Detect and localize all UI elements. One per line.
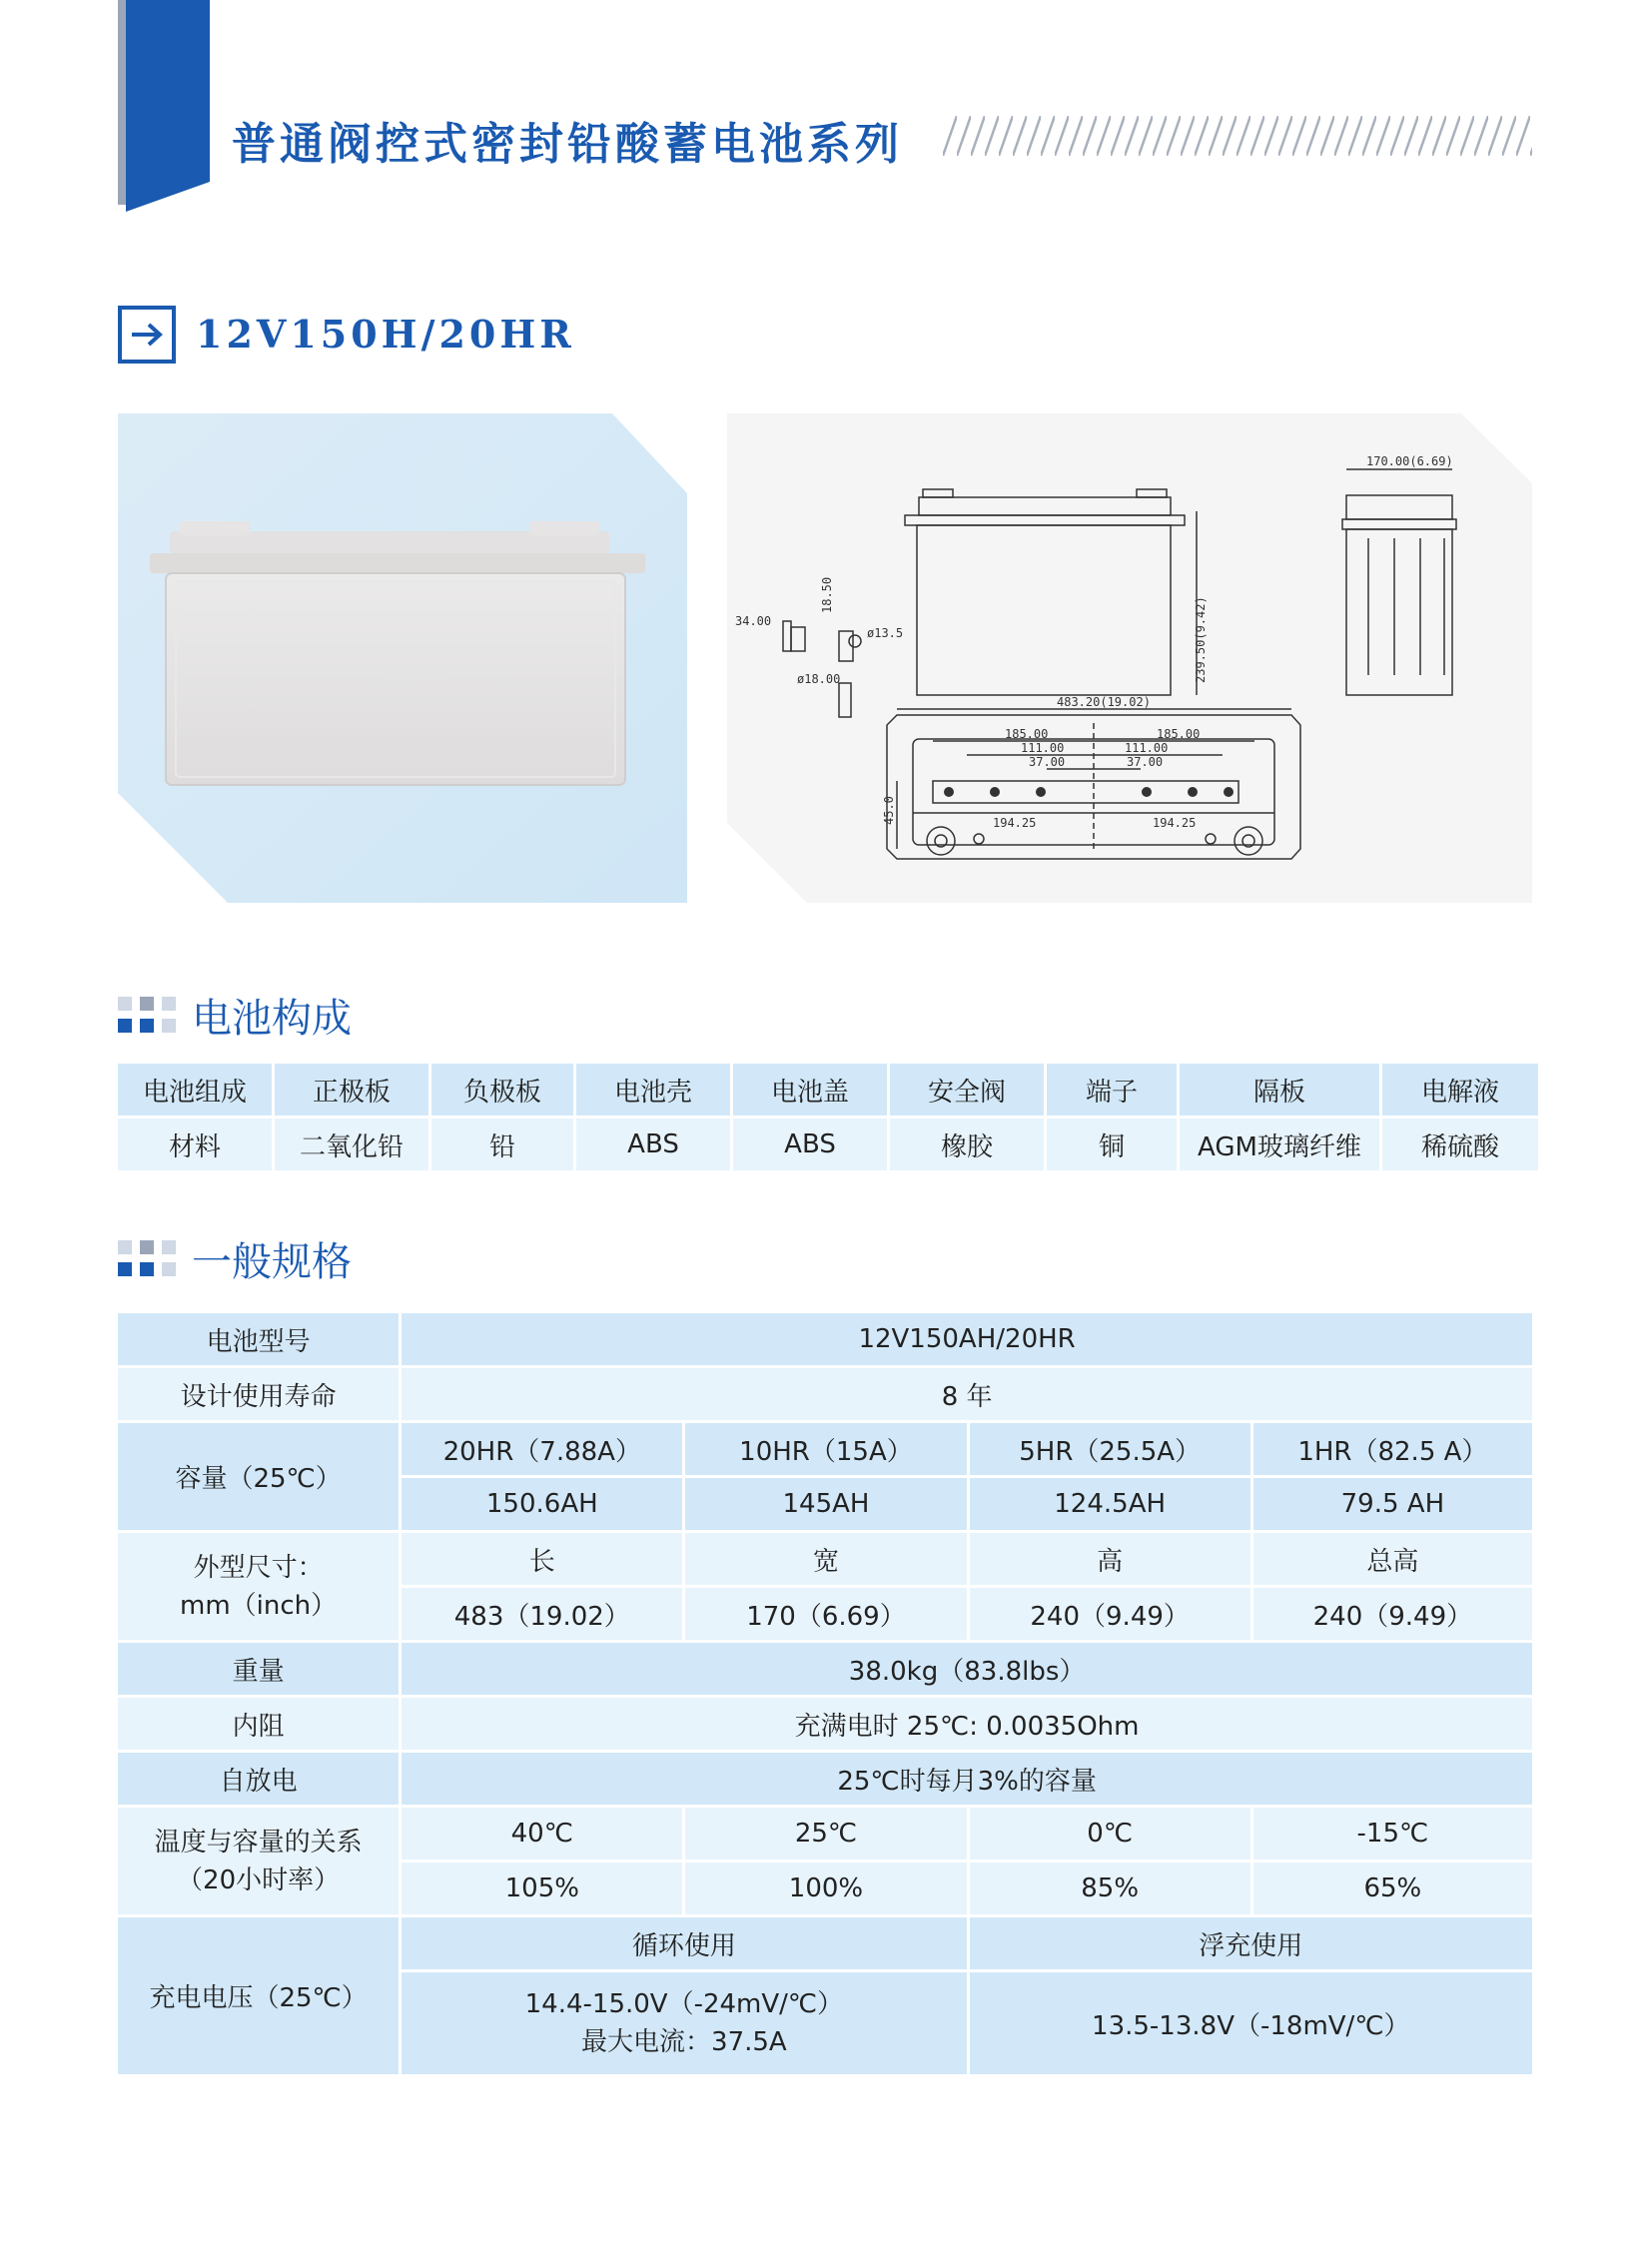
spec-cell: 宽 <box>685 1533 966 1585</box>
composition-value-cell: 铜 <box>1047 1119 1177 1170</box>
spec-value: 38.0kg（83.8lbs） <box>402 1643 1532 1695</box>
dim-half-right: 194.25 <box>1153 816 1197 830</box>
composition-header-cell: 负极板 <box>431 1064 573 1116</box>
spec-cell: 483（19.02） <box>402 1588 682 1640</box>
spec-cell: 长 <box>402 1533 682 1585</box>
spec-cell: 10HR（15A） <box>685 1423 966 1475</box>
charge-cycle-current: 最大电流：37.5A <box>581 2027 787 2057</box>
spec-label: 重量 <box>118 1643 399 1695</box>
spec-cell: 循环使用 <box>402 1917 966 1969</box>
spec-row-model <box>118 1313 1532 1365</box>
composition-table <box>115 1061 1541 1173</box>
composition-header-cell: 安全阀 <box>890 1064 1044 1116</box>
spec-value: 充满电时 25℃: 0.0035Ohm <box>402 1698 1532 1750</box>
spec-label: 自放电 <box>118 1753 399 1805</box>
battery-photo <box>118 413 687 903</box>
spec-row-dimensions <box>118 1533 1532 1585</box>
spec-cell: 高 <box>970 1533 1250 1585</box>
spec-cell: 25℃ <box>685 1808 966 1860</box>
spec-cell: 240（9.49） <box>970 1588 1250 1640</box>
squares-icon <box>118 997 176 1035</box>
spec-cell: 124.5AH <box>970 1478 1250 1530</box>
composition-value-cell: 稀硫酸 <box>1382 1119 1538 1170</box>
page-title: 普通阀控式密封铅酸蓄电池系列 <box>232 119 903 170</box>
spec-cell: 总高 <box>1253 1533 1532 1585</box>
spec-cell: 170（6.69） <box>685 1588 966 1640</box>
spec-value: 8 年 <box>402 1368 1532 1420</box>
spec-label-line: mm（inch） <box>180 1590 338 1621</box>
model-title: 12V150H/20HR <box>196 312 575 357</box>
spec-value: 12V150AH/20HR <box>402 1313 1532 1365</box>
composition-header-cell: 正极板 <box>275 1064 428 1116</box>
dim-terminal-b: 18.50 <box>820 576 834 613</box>
spec-cell: 20HR（7.88A） <box>402 1423 682 1475</box>
specs-table <box>115 1310 1535 2077</box>
spec-label <box>118 1533 399 1640</box>
specs-title: 一般规格 <box>192 1239 352 1285</box>
dim-mid-left: 111.00 <box>1021 741 1065 755</box>
spec-row-resistance <box>118 1698 1532 1750</box>
spec-cell: 105% <box>402 1863 682 1914</box>
spec-cell: 240（9.49） <box>1253 1588 1532 1640</box>
dim-width-top: 170.00(6.69) <box>1366 454 1453 468</box>
charge-float-voltage: 13.5-13.8V（-18mV/℃） <box>970 1972 1532 2074</box>
composition-header-cell: 电池壳 <box>576 1064 730 1116</box>
spec-label: 充电电压（25℃） <box>118 1917 399 2074</box>
composition-value-cell: AGM玻璃纤维 <box>1180 1119 1379 1170</box>
composition-header-cell: 电解液 <box>1382 1064 1538 1116</box>
dim-in-left: 37.00 <box>1029 755 1066 769</box>
spec-row-self-discharge <box>118 1753 1532 1805</box>
composition-title: 电池构成 <box>192 996 352 1042</box>
squares-icon <box>118 1240 176 1278</box>
spec-label-line: （20小时率） <box>177 1865 341 1895</box>
spec-label: 设计使用寿命 <box>118 1368 399 1420</box>
composition-value-cell: 二氧化铅 <box>275 1119 428 1170</box>
spec-cell: 0℃ <box>970 1808 1250 1860</box>
composition-value-cell: 材料 <box>118 1119 272 1170</box>
spec-cell: -15℃ <box>1253 1808 1532 1860</box>
spec-cell: 1HR（82.5 A） <box>1253 1423 1532 1475</box>
spec-cell: 5HR（25.5A） <box>970 1423 1250 1475</box>
dim-length: 483.20(19.02) <box>1057 695 1151 709</box>
dim-terminal-a: 34.00 <box>735 614 772 628</box>
spec-value: 25℃时每月3%的容量 <box>402 1753 1532 1805</box>
dim-half-left: 194.25 <box>993 816 1037 830</box>
spec-cell: 100% <box>685 1863 966 1914</box>
dim-terminal-c: ø13.5 <box>867 626 904 640</box>
header-accent-bar <box>118 0 210 212</box>
spec-label: 内阻 <box>118 1698 399 1750</box>
spec-label: 电池型号 <box>118 1313 399 1365</box>
composition-header-cell: 电池盖 <box>733 1064 887 1116</box>
composition-value-cell: ABS <box>576 1119 730 1170</box>
spec-cell: 65% <box>1253 1863 1532 1914</box>
dim-span-left: 185.00 <box>1005 727 1049 741</box>
composition-value-row <box>118 1119 1538 1170</box>
dimension-drawing <box>727 413 1532 903</box>
dim-span-right: 185.00 <box>1157 727 1201 741</box>
spec-cell: 145AH <box>685 1478 966 1530</box>
composition-header-cell: 端子 <box>1047 1064 1177 1116</box>
spec-row-charge <box>118 1917 1532 1969</box>
dim-in-right: 37.00 <box>1127 755 1164 769</box>
arrow-icon <box>118 306 176 364</box>
composition-value-cell: 铅 <box>431 1119 573 1170</box>
spec-label-line: 温度与容量的关系 <box>154 1827 363 1858</box>
composition-header-cell: 电池组成 <box>118 1064 272 1116</box>
spec-label-line: 外型尺寸： <box>193 1552 324 1583</box>
spec-row-capacity <box>118 1423 1532 1475</box>
dim-terminal-d: ø18.00 <box>797 672 841 686</box>
spec-cell: 79.5 AH <box>1253 1478 1532 1530</box>
spec-cell: 40℃ <box>402 1808 682 1860</box>
dim-total-height: 239.50(9.42) <box>1194 596 1208 683</box>
spec-cell: 85% <box>970 1863 1250 1914</box>
composition-value-cell: ABS <box>733 1119 887 1170</box>
dim-side: 45.0 <box>882 796 896 825</box>
composition-header-row <box>118 1064 1538 1116</box>
dim-mid-right: 111.00 <box>1125 741 1169 755</box>
spec-cell: 150.6AH <box>402 1478 682 1530</box>
spec-row-temperature <box>118 1808 1532 1860</box>
spec-row-life <box>118 1368 1532 1420</box>
spec-cell: 浮充使用 <box>970 1917 1532 1969</box>
spec-row-weight <box>118 1643 1532 1695</box>
composition-value-cell: 橡胶 <box>890 1119 1044 1170</box>
charge-cycle-voltage: 14.4-15.0V（-24mV/℃） <box>524 1989 844 2019</box>
spec-label: 容量（25℃） <box>118 1423 399 1530</box>
header-hatch-decoration <box>943 116 1532 156</box>
spec-label <box>118 1808 399 1914</box>
spec-cell <box>402 1972 966 2074</box>
composition-header-cell: 隔板 <box>1180 1064 1379 1116</box>
